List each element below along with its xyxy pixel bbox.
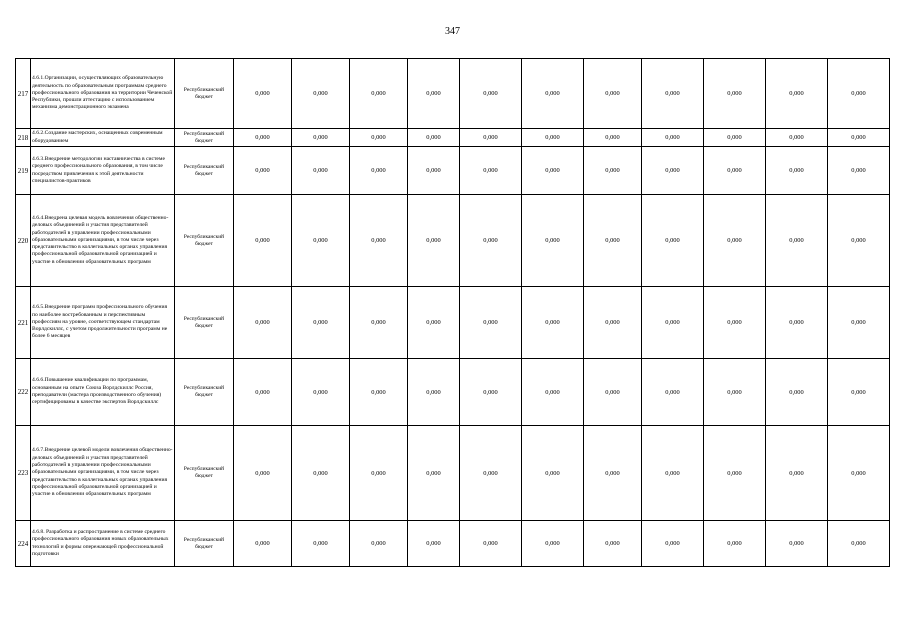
value-cell: 0,000 xyxy=(460,129,522,147)
value-cell: 0,000 xyxy=(828,129,890,147)
table-row xyxy=(16,147,890,195)
value-cell: 0,000 xyxy=(350,426,408,521)
row-number: 223 xyxy=(16,426,31,521)
row-number: 222 xyxy=(16,359,31,426)
value-cell: 0,000 xyxy=(522,287,584,359)
value-cell: 0,000 xyxy=(292,59,350,129)
value-cell: 0,000 xyxy=(584,59,642,129)
funding-source: Республиканский бюджет xyxy=(175,521,234,567)
value-cell: 0,000 xyxy=(584,195,642,287)
value-cell: 0,000 xyxy=(522,195,584,287)
value-cell: 0,000 xyxy=(350,521,408,567)
table-row xyxy=(16,129,890,147)
funding-source: Республиканский бюджет xyxy=(175,359,234,426)
value-cell: 0,000 xyxy=(766,359,828,426)
value-cell: 0,000 xyxy=(522,426,584,521)
value-cell: 0,000 xyxy=(828,426,890,521)
value-cell: 0,000 xyxy=(522,147,584,195)
row-number: 224 xyxy=(16,521,31,567)
value-cell: 0,000 xyxy=(350,129,408,147)
value-cell: 0,000 xyxy=(642,147,704,195)
value-cell: 0,000 xyxy=(584,147,642,195)
value-cell: 0,000 xyxy=(642,195,704,287)
value-cell: 0,000 xyxy=(460,359,522,426)
value-cell: 0,000 xyxy=(642,129,704,147)
value-cell: 0,000 xyxy=(766,129,828,147)
value-cell: 0,000 xyxy=(704,195,766,287)
row-description: 4.6.8. Разработка и распространение в системе среднего профессионального образования новых образовательных технологий и формы опережающей профессиональной подготовки xyxy=(31,521,175,567)
table-row xyxy=(16,195,890,287)
value-cell: 0,000 xyxy=(460,426,522,521)
table-row xyxy=(16,287,890,359)
value-cell: 0,000 xyxy=(292,521,350,567)
row-number: 218 xyxy=(16,129,31,147)
value-cell: 0,000 xyxy=(584,426,642,521)
value-cell: 0,000 xyxy=(766,287,828,359)
value-cell: 0,000 xyxy=(704,129,766,147)
row-description: 4.6.7.Внедрение целевой модели вовлечения общественно-деловых объединений и участия представителей работодателей в управлении профессиональными образовательными организациями, в том числе через представительство в коллегиальных органах управления профессиональной образовательной организацией и участие в обновлении образовательных программ xyxy=(31,426,175,521)
value-cell: 0,000 xyxy=(704,287,766,359)
value-cell: 0,000 xyxy=(704,521,766,567)
value-cell: 0,000 xyxy=(704,147,766,195)
value-cell: 0,000 xyxy=(584,359,642,426)
value-cell: 0,000 xyxy=(642,59,704,129)
value-cell: 0,000 xyxy=(828,521,890,567)
value-cell: 0,000 xyxy=(642,521,704,567)
value-cell: 0,000 xyxy=(766,195,828,287)
row-description: 4.6.2.Создание мастерских, оснащенных современным оборудованием xyxy=(31,129,175,147)
row-number: 217 xyxy=(16,59,31,129)
value-cell: 0,000 xyxy=(828,287,890,359)
row-number: 219 xyxy=(16,147,31,195)
value-cell: 0,000 xyxy=(408,129,460,147)
value-cell: 0,000 xyxy=(828,59,890,129)
value-cell: 0,000 xyxy=(828,359,890,426)
value-cell: 0,000 xyxy=(234,129,292,147)
value-cell: 0,000 xyxy=(704,59,766,129)
value-cell: 0,000 xyxy=(350,287,408,359)
value-cell: 0,000 xyxy=(234,521,292,567)
value-cell: 0,000 xyxy=(292,426,350,521)
value-cell: 0,000 xyxy=(766,521,828,567)
value-cell: 0,000 xyxy=(408,287,460,359)
row-description: 4.6.6.Повышение квалификации по программам, основанным на опыте Союза Ворлдскиллс Россия, преподаватели (мастера производственного обучения) сертифицированы в качестве экспертов Ворлдскиллс xyxy=(31,359,175,426)
value-cell: 0,000 xyxy=(408,359,460,426)
table-row xyxy=(16,521,890,567)
value-cell: 0,000 xyxy=(584,521,642,567)
value-cell: 0,000 xyxy=(766,147,828,195)
funding-source: Республиканский бюджет xyxy=(175,426,234,521)
value-cell: 0,000 xyxy=(234,147,292,195)
row-description: 4.6.5.Внедрение программ профессионального обучения по наиболее востребованным и перспективным профессиям на уровне, соответствующем стандартам Ворлдскиллс, с учетом продолжительности программ не более 6 месяцев xyxy=(31,287,175,359)
funding-source: Республиканский бюджет xyxy=(175,287,234,359)
value-cell: 0,000 xyxy=(408,426,460,521)
value-cell: 0,000 xyxy=(350,195,408,287)
value-cell: 0,000 xyxy=(766,59,828,129)
value-cell: 0,000 xyxy=(460,287,522,359)
row-description: 4.6.4.Внедрена целевая модель вовлечения общественно-деловых объединений и участия представителей работодателей в управлении профессиональными образовательными организациями, в том числе через представительство в коллегиальных органах управления профессиональной образовательной организацией и участие в обновлении образовательных программ xyxy=(31,195,175,287)
value-cell: 0,000 xyxy=(704,426,766,521)
value-cell: 0,000 xyxy=(522,359,584,426)
value-cell: 0,000 xyxy=(584,287,642,359)
funding-source: Республиканский бюджет xyxy=(175,59,234,129)
budget-table xyxy=(15,58,890,567)
value-cell: 0,000 xyxy=(292,129,350,147)
value-cell: 0,000 xyxy=(522,521,584,567)
value-cell: 0,000 xyxy=(460,147,522,195)
row-description: 4.6.3.Внедрение методологии наставничества в системе среднего профессионального образования, в том числе посредством привлечения к этой деятельности специалистов-практиков xyxy=(31,147,175,195)
value-cell: 0,000 xyxy=(704,359,766,426)
value-cell: 0,000 xyxy=(460,195,522,287)
value-cell: 0,000 xyxy=(408,147,460,195)
value-cell: 0,000 xyxy=(522,59,584,129)
value-cell: 0,000 xyxy=(234,59,292,129)
value-cell: 0,000 xyxy=(460,521,522,567)
value-cell: 0,000 xyxy=(408,521,460,567)
value-cell: 0,000 xyxy=(460,59,522,129)
value-cell: 0,000 xyxy=(292,147,350,195)
value-cell: 0,000 xyxy=(234,426,292,521)
value-cell: 0,000 xyxy=(408,59,460,129)
value-cell: 0,000 xyxy=(766,426,828,521)
funding-source: Республиканский бюджет xyxy=(175,129,234,147)
value-cell: 0,000 xyxy=(350,59,408,129)
row-description: 4.6.1.Организации, осуществляющих образовательную деятельность по образовательным программам среднего профессионального образования на территории Чеченской Республики, прошли аттестацию с использованием механизма демонстрационного экзамена xyxy=(31,59,175,129)
value-cell: 0,000 xyxy=(350,147,408,195)
value-cell: 0,000 xyxy=(234,287,292,359)
value-cell: 0,000 xyxy=(828,147,890,195)
value-cell: 0,000 xyxy=(522,129,584,147)
value-cell: 0,000 xyxy=(642,426,704,521)
funding-source: Республиканский бюджет xyxy=(175,195,234,287)
value-cell: 0,000 xyxy=(408,195,460,287)
value-cell: 0,000 xyxy=(642,287,704,359)
value-cell: 0,000 xyxy=(350,359,408,426)
table-row xyxy=(16,359,890,426)
value-cell: 0,000 xyxy=(292,287,350,359)
value-cell: 0,000 xyxy=(584,129,642,147)
value-cell: 0,000 xyxy=(234,195,292,287)
table-row xyxy=(16,426,890,521)
value-cell: 0,000 xyxy=(234,359,292,426)
value-cell: 0,000 xyxy=(292,195,350,287)
value-cell: 0,000 xyxy=(828,195,890,287)
row-number: 220 xyxy=(16,195,31,287)
value-cell: 0,000 xyxy=(642,359,704,426)
value-cell: 0,000 xyxy=(292,359,350,426)
row-number: 221 xyxy=(16,287,31,359)
table-row xyxy=(16,59,890,129)
page-number: 347 xyxy=(445,26,460,37)
funding-source: Республиканский бюджет xyxy=(175,147,234,195)
